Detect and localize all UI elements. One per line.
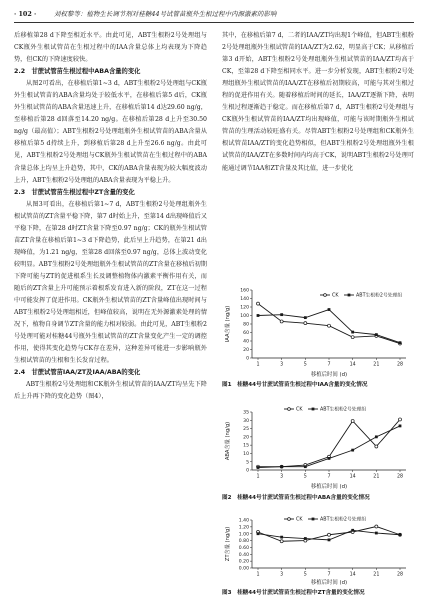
x-tick-label: 14 bbox=[349, 474, 356, 480]
y-tick-label: 40 bbox=[243, 339, 249, 345]
x-tick-label: 28 bbox=[396, 362, 404, 368]
y-tick-label: 0.00 bbox=[238, 566, 249, 572]
x-tick-label: 21 bbox=[373, 362, 380, 368]
x-tick-label: 21 bbox=[373, 572, 380, 578]
y-tick-label: 140 bbox=[240, 297, 249, 303]
y-tick-label: 1.20 bbox=[238, 525, 249, 531]
legend-label: CK bbox=[332, 293, 339, 299]
y-tick-label: 80 bbox=[243, 322, 249, 328]
y-tick-label: 30 bbox=[243, 418, 249, 424]
data-point-ck bbox=[351, 419, 354, 422]
x-tick-label: 1 bbox=[256, 572, 260, 578]
x-tick-label: 1 bbox=[256, 362, 260, 368]
data-point-abt bbox=[375, 333, 378, 336]
y-tick-label: 160 bbox=[240, 288, 249, 294]
legend-marker bbox=[312, 518, 315, 521]
x-axis-label: 移植后时间 (d) bbox=[310, 580, 348, 586]
x-tick-label: 7 bbox=[327, 474, 331, 480]
y-tick-label: 15 bbox=[243, 443, 249, 449]
x-tick-label: 7 bbox=[327, 572, 331, 578]
section-heading-2-3: 2.3 甘蔗试管苗生根过程中ZT含量的变化 bbox=[14, 188, 135, 196]
x-tick-label: 21 bbox=[373, 474, 380, 480]
paragraph: 其中，在移植后第7 d，二者的IAA/ZT均出现1个峰值，但ABT生根粉2号处理组瓶外生根试管苗的IAA/ZT为2.62，明显高于CK；从移植后第3 d开始，ABT生根粉2号处理组瓶外生根试管苗的IAA/ZT均高于CK，至第28 d下降至相同水平。进一步分析发现，ABT生根粉2号处理组瓶外生根试管苗的IAA/ZT在移植后初期较高，可能与其对生根过程的促进作用有关。随着移植后时间的延长，IAA/ZT逐渐下降，表明生根过程逐渐趋于稳定。而在移植后第7 d，ABT生根粉2号处理组与CK瓶外生根试管苗的IAA/ZT均出现峰值，可能与该时期瓶外生根试管苗的生理活动较旺盛有关。尽管ABT生根粉2号处理组和CK瓶外生根试管苗IAA/ZT的变化趋势相似，但ABT生根粉2号处理组瓶外生根试管苗的IAA/ZT在多数时间内均高于CK，说明ABT生根粉2号处理可能通过调节IAA和ZT含量及其比值，进一步优化 bbox=[222, 32, 414, 172]
figure-1 bbox=[222, 282, 414, 392]
data-point-abt bbox=[280, 313, 283, 316]
data-point-ck bbox=[399, 418, 402, 421]
data-point-ck bbox=[328, 533, 331, 536]
figure-caption: 图1 桂糖44号甘蔗试管苗生根过程中IAA含量的变化情况 bbox=[222, 382, 368, 388]
paragraph: 从图2可看出，在移植后第1~3 d，ABT生根粉2号处理组与CK瓶外生根试管苗的ABA含量均处于较低水平，在移植后第5 d后，CK瓶外生根试管苗的ABA含量迅速上升，在移植后第14 d达29.60 ng/g，至移植后第28 d回落至14.20 ng/g。在移植后第28 d上升至30.50 ng/g（最高值）；ABT生根粉2号处理组瓶外生根试管苗的ABA含量从移植后第5 d持续上升，到移植后第28 d上升至26.6 ng/g。由此可见，ABT生根粉2号处理组与CK瓶外生根试管苗在生根过程中的ABA含量总体上均呈上升趋势，其中，CK的ABA含量表现为较大幅度波动上升，ABT生根粉2号处理组的ABA含量表现为平稳上升。 bbox=[14, 80, 207, 184]
zt-line-chart bbox=[222, 510, 414, 586]
data-point-ck bbox=[257, 302, 260, 305]
data-point-abt bbox=[375, 435, 378, 438]
data-point-abt bbox=[328, 457, 331, 460]
y-tick-label: 20 bbox=[243, 348, 249, 354]
left-column bbox=[14, 30, 207, 403]
x-tick-label: 3 bbox=[280, 362, 284, 368]
y-tick-label: 100 bbox=[240, 314, 249, 320]
y-axis-label: ZT含量 (ng/g) bbox=[225, 526, 231, 562]
data-point-abt bbox=[257, 466, 260, 469]
data-point-ck bbox=[280, 540, 283, 543]
y-tick-label: 35 bbox=[243, 410, 249, 416]
data-point-abt bbox=[304, 465, 307, 468]
data-point-abt bbox=[375, 532, 378, 535]
y-tick-label: 10 bbox=[243, 452, 249, 458]
data-point-ck bbox=[304, 322, 307, 325]
x-tick-label: 28 bbox=[396, 474, 404, 480]
x-tick-label: 5 bbox=[303, 474, 307, 480]
running-title: 刘权黎等：植物生长调节剂对桂糖44号试管苗瓶外生根过程中内源激素的影响 bbox=[54, 10, 277, 18]
data-point-abt bbox=[280, 536, 283, 539]
legend-marker bbox=[288, 518, 291, 521]
data-point-abt bbox=[351, 331, 354, 334]
data-point-abt bbox=[351, 529, 354, 532]
y-tick-label: 25 bbox=[243, 427, 249, 433]
y-tick-label: 1.00 bbox=[238, 532, 249, 538]
iaa-line-chart bbox=[222, 282, 414, 378]
data-point-ck bbox=[375, 525, 378, 528]
legend-marker bbox=[324, 294, 327, 297]
x-axis-label: 移植后时间 (d) bbox=[310, 484, 348, 490]
data-point-abt bbox=[328, 538, 331, 541]
data-point-abt bbox=[351, 449, 354, 452]
figure-2 bbox=[222, 400, 414, 504]
y-tick-label: 60 bbox=[243, 331, 249, 337]
section-heading-2-4: 2.4 甘蔗试管苗IAA/ZT及IAA/ABA的变化 bbox=[14, 369, 141, 377]
data-point-abt bbox=[304, 537, 307, 540]
y-tick-label: 0.20 bbox=[238, 559, 249, 565]
data-point-abt bbox=[399, 533, 402, 536]
figure-caption: 图2 桂糖44号甘蔗试管苗生根过程中ABA含量的变化情况 bbox=[222, 495, 370, 501]
series-line-abt bbox=[258, 426, 400, 468]
y-axis-label: IAA含量 (ng/g) bbox=[225, 305, 231, 343]
data-point-abt bbox=[328, 308, 331, 311]
legend-label: CK bbox=[296, 407, 303, 413]
x-tick-label: 3 bbox=[280, 474, 284, 480]
right-column bbox=[222, 30, 414, 175]
x-tick-label: 7 bbox=[327, 362, 331, 368]
data-point-ck bbox=[351, 336, 354, 339]
legend-label: ABT生根粉2号处理组 bbox=[320, 407, 367, 413]
legend-marker bbox=[288, 408, 291, 411]
data-point-abt bbox=[280, 465, 283, 468]
paragraph: 从图3可看出，在移植后第1~7 d，ABT生根粉2号处理组瓶外生根试管苗的ZT含量平稳下降，第7 d时始上升，至第14 d出现峰值后又平稳下降，在第28 d时ZT含量下降至0.97 ng/g；CK的瓶外生根试管苗ZT含量在移植后第1~3 d下降趋势，此后呈上升趋势，在第21 d出现峰值，为1.21 ng/g，至第28 d回落至0.97 ng/g，总体上波动变化较明显。ABT生根粉2号处理组瓶外生根试管苗的ZT含量在移植后初期下降可能与ZT的促进根系生长及调整植物体内激素平衡作用有关，而随后的ZT含量上升可能预示着根系发育进入新的阶段，ZT在这一过程中可能发挥了促进作用。CK瓶外生根试管苗的ZT含量峰值出现时间与ABT生根粉2号处理组相近，但峰值较高，说明在无外源激素处理的情况下，植物自身调节ZT含量的能力相对较弱。由此可见，ABT生根粉2号处理可能对桂糖44号瓶外生根试管苗的ZT含量变化产生一定的调控作用，使得其变化趋势与CK存在差异，这种差异可能进一步影响瓶外生根试管苗的生根和生长发育过程。 bbox=[14, 200, 207, 365]
y-tick-label: 0.60 bbox=[238, 546, 249, 552]
y-tick-label: 0.80 bbox=[238, 539, 249, 545]
legend-label: CK bbox=[296, 517, 303, 523]
y-tick-label: 0 bbox=[246, 468, 249, 474]
y-tick-label: 0.40 bbox=[238, 552, 249, 558]
x-tick-label: 28 bbox=[396, 572, 404, 578]
y-tick-label: 5 bbox=[246, 460, 249, 466]
page-number: · 102 · bbox=[14, 10, 37, 18]
data-point-ck bbox=[280, 320, 283, 323]
legend-label: ABT生根粉2号处理组 bbox=[320, 517, 367, 523]
legend-label: ABT生根粉2号处理组 bbox=[356, 293, 403, 299]
data-point-abt bbox=[257, 532, 260, 535]
x-tick-label: 3 bbox=[280, 572, 284, 578]
x-tick-label: 1 bbox=[256, 474, 260, 480]
data-point-abt bbox=[399, 341, 402, 344]
x-axis-label: 移植后时间 (d) bbox=[310, 372, 348, 378]
y-tick-label: 0 bbox=[246, 356, 249, 362]
y-tick-label: 20 bbox=[243, 435, 249, 441]
figure-caption: 图3 桂糖44号甘蔗试管苗生根过程中ZT含量的变化情况 bbox=[222, 590, 365, 596]
section-heading-2-2: 2.2 甘蔗试管苗生根过程中ABA含量的变化 bbox=[14, 68, 141, 76]
data-point-abt bbox=[304, 316, 307, 319]
y-axis-label: ABA含量 (ng/g) bbox=[225, 421, 231, 461]
y-tick-label: 120 bbox=[240, 305, 249, 311]
x-tick-label: 14 bbox=[349, 362, 356, 368]
legend-marker bbox=[348, 294, 351, 297]
paragraph: 后移植第28 d下降至相近水平。由此可见，ABT生根粉2号处理组与CK瓶外生根试管苗在生根过程中的IAA含量总体上均表现为下降趋势，但CK的下降速度较快。 bbox=[14, 32, 207, 64]
x-tick-label: 14 bbox=[349, 572, 356, 578]
legend-marker bbox=[312, 408, 315, 411]
y-tick-label: 1.40 bbox=[238, 518, 249, 524]
page-header bbox=[14, 8, 414, 23]
paragraph: ABT生根粉2号处理组和CK瓶外生根试管苗的IAA/ZT均呈先下降后上升再下降的变化趋势（图4）， bbox=[14, 381, 207, 401]
data-point-ck bbox=[375, 445, 378, 448]
x-tick-label: 5 bbox=[303, 572, 307, 578]
aba-line-chart bbox=[222, 400, 414, 490]
data-point-abt bbox=[257, 314, 260, 317]
x-tick-label: 5 bbox=[303, 362, 307, 368]
figure-3 bbox=[222, 510, 414, 600]
data-point-abt bbox=[399, 425, 402, 428]
data-point-ck bbox=[328, 324, 331, 327]
